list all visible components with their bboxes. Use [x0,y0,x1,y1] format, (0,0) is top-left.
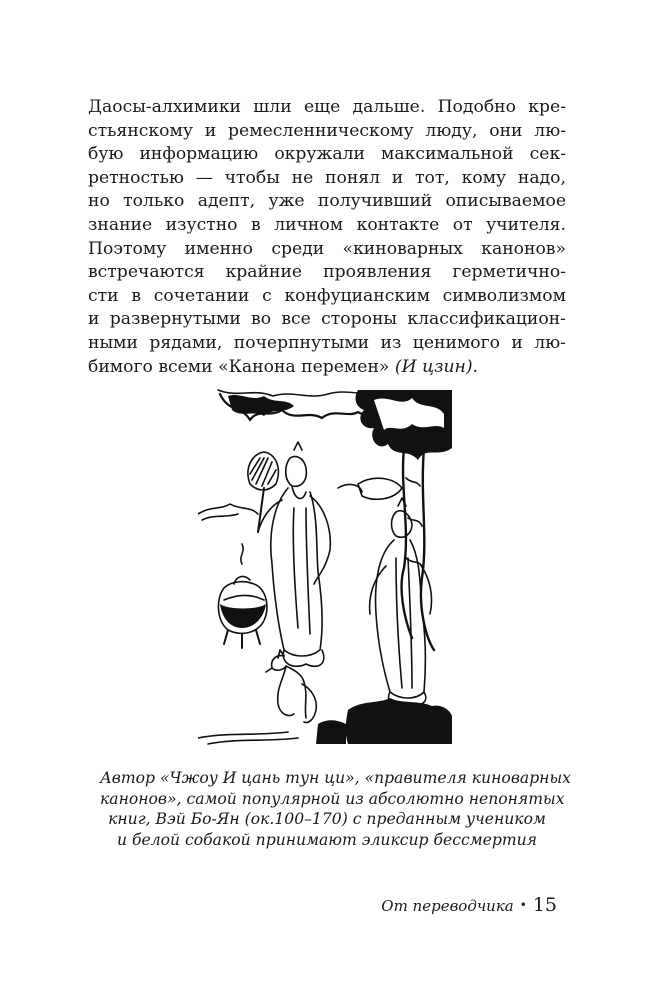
caption-line: канонов», самой популярной из абсолютно непонятых [100,789,565,808]
body-line: Поэтому именно среди «киноварных канонов» [88,238,566,259]
footer-separator: • [519,898,527,912]
body-line: ными рядами, почерпнутыми из ценимого и лю- [88,332,566,353]
body-line-text: бимого всеми «Канона перемен» [88,356,390,377]
page-number: 15 [532,894,557,916]
period: . [472,356,479,377]
italic-title: (И цзин) [389,356,473,377]
body-line: встречаются крайние проявления герметично- [88,262,566,283]
body-line: и развернутыми во все стороны классификацион- [88,309,566,330]
body-line: стьянскому и ремесленническому люду, они лю- [88,120,566,141]
body-line: но только адепт, уже получивший описываемое [88,191,566,212]
body-line: Даосы-алхимики шли еще дальше. Подобно кре- [88,97,566,117]
caption-line: Автор «Чжоу И цань тун ци», «правителя киноварных [100,769,571,787]
body-line: знание изустно в личном контакте от учителя. [88,214,566,235]
body-paragraph [88,96,566,379]
body-line: ретностью — чтобы не понял и тот, кому надо, [88,167,566,188]
caption-line: книг, Вэй Бо-Ян (ок.100–170) с преданным учеником [108,810,546,828]
figure-caption [100,768,571,850]
woodcut-illustration-icon [198,388,452,746]
caption-line: и белой собакой принимают эликсир бессмертия [116,830,538,849]
body-line-last [88,356,566,380]
running-section-title: От переводчика [381,897,514,915]
body-line: бую информацию окружали максимальной сек- [88,144,566,165]
page-footer [381,894,557,916]
body-line: сти в сочетании с конфуцианским символизмом [88,285,566,306]
